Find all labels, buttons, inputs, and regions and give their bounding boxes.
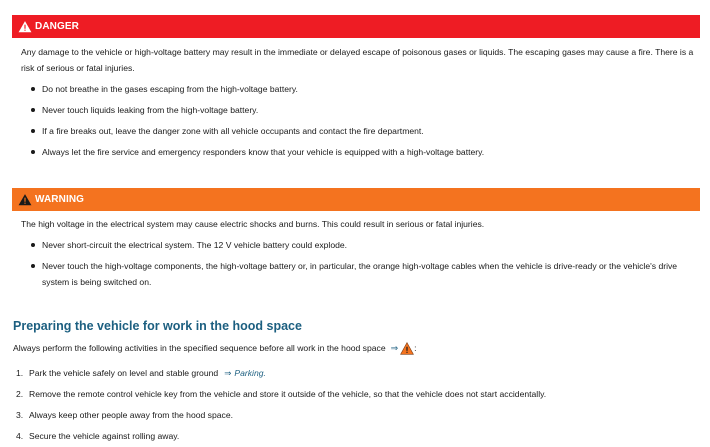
warning-bullet: Never short-circuit the electrical system. The 12 V vehicle battery could explode. [12, 237, 700, 253]
bullet-dot-icon [31, 243, 35, 247]
warning-triangle-icon [18, 193, 32, 207]
step-text: Park the vehicle safely on level and stable ground [29, 368, 219, 378]
danger-bullet: If a fire breaks out, leave the danger zone with all vehicle occupants and contact the fire department. [12, 123, 700, 139]
step-item [16, 384, 546, 405]
step-number: 4. [16, 431, 24, 441]
step-text: Secure the vehicle against rolling away. [29, 431, 180, 441]
danger-bullet: Always let the fire service and emergency responders know that your vehicle is equipped with a high-voltage battery. [12, 144, 700, 160]
step-number: 2. [16, 389, 24, 399]
bullet-dot-icon [31, 87, 35, 91]
step-item [16, 363, 546, 384]
link-arrow-icon[interactable]: ⇒ [390, 343, 399, 353]
intro-text: Always perform the following activities in the specified sequence before all work in the hood space [13, 343, 386, 353]
step-number: 1. [16, 368, 24, 378]
step-text: Always keep other people away from the hood space. [29, 410, 233, 420]
bullet-dot-icon [31, 129, 35, 133]
danger-label: DANGER [35, 21, 79, 32]
warning-text: The high voltage in the electrical system may cause electric shocks and burns. This could result in serious or fatal injuries. [21, 219, 485, 229]
step-item [16, 405, 546, 426]
warning-notice [12, 188, 700, 290]
warning-banner [12, 188, 700, 211]
bullet-dot-icon [31, 108, 35, 112]
intro-suffix: : [414, 343, 417, 353]
link-arrow-icon: ⇒ [224, 368, 232, 378]
warning-label: WARNING [35, 194, 85, 205]
danger-bullet: Never touch liquids leaking from the high-voltage battery. [12, 102, 700, 118]
warning-triangle-icon[interactable] [400, 342, 417, 355]
step-item [16, 426, 546, 447]
bullet-dot-icon [31, 264, 35, 268]
steps-list [16, 363, 546, 447]
section-intro [13, 340, 417, 356]
danger-banner [12, 15, 700, 38]
warning-triangle-icon [18, 20, 32, 34]
step-number: 3. [16, 410, 24, 420]
danger-notice [12, 15, 700, 160]
danger-bullet: Do not breathe in the gases escaping from the high-voltage battery. [12, 81, 700, 97]
section-title: Preparing the vehicle for work in the hood space [13, 319, 302, 333]
bullet-dot-icon [31, 150, 35, 154]
step-text: Remove the remote control vehicle key from the vehicle and store it outside of the vehicle, so that the vehicle does not start accidentally. [29, 389, 547, 399]
danger-text: Any damage to the vehicle or high-voltage battery may result in the immediate or delayed escape of poisonous gases or liquids. The escaping gases may cause a fire. There is a risk of serious or fatal injuries. [21, 47, 694, 73]
parking-link[interactable]: ⇒ Parking. [224, 368, 266, 378]
warning-bullet: Never touch the high-voltage components, the high-voltage battery or, in particular, the orange high-voltage cables when the vehicle is drive-ready or the vehicle's drive system is being switched on. [12, 258, 700, 290]
